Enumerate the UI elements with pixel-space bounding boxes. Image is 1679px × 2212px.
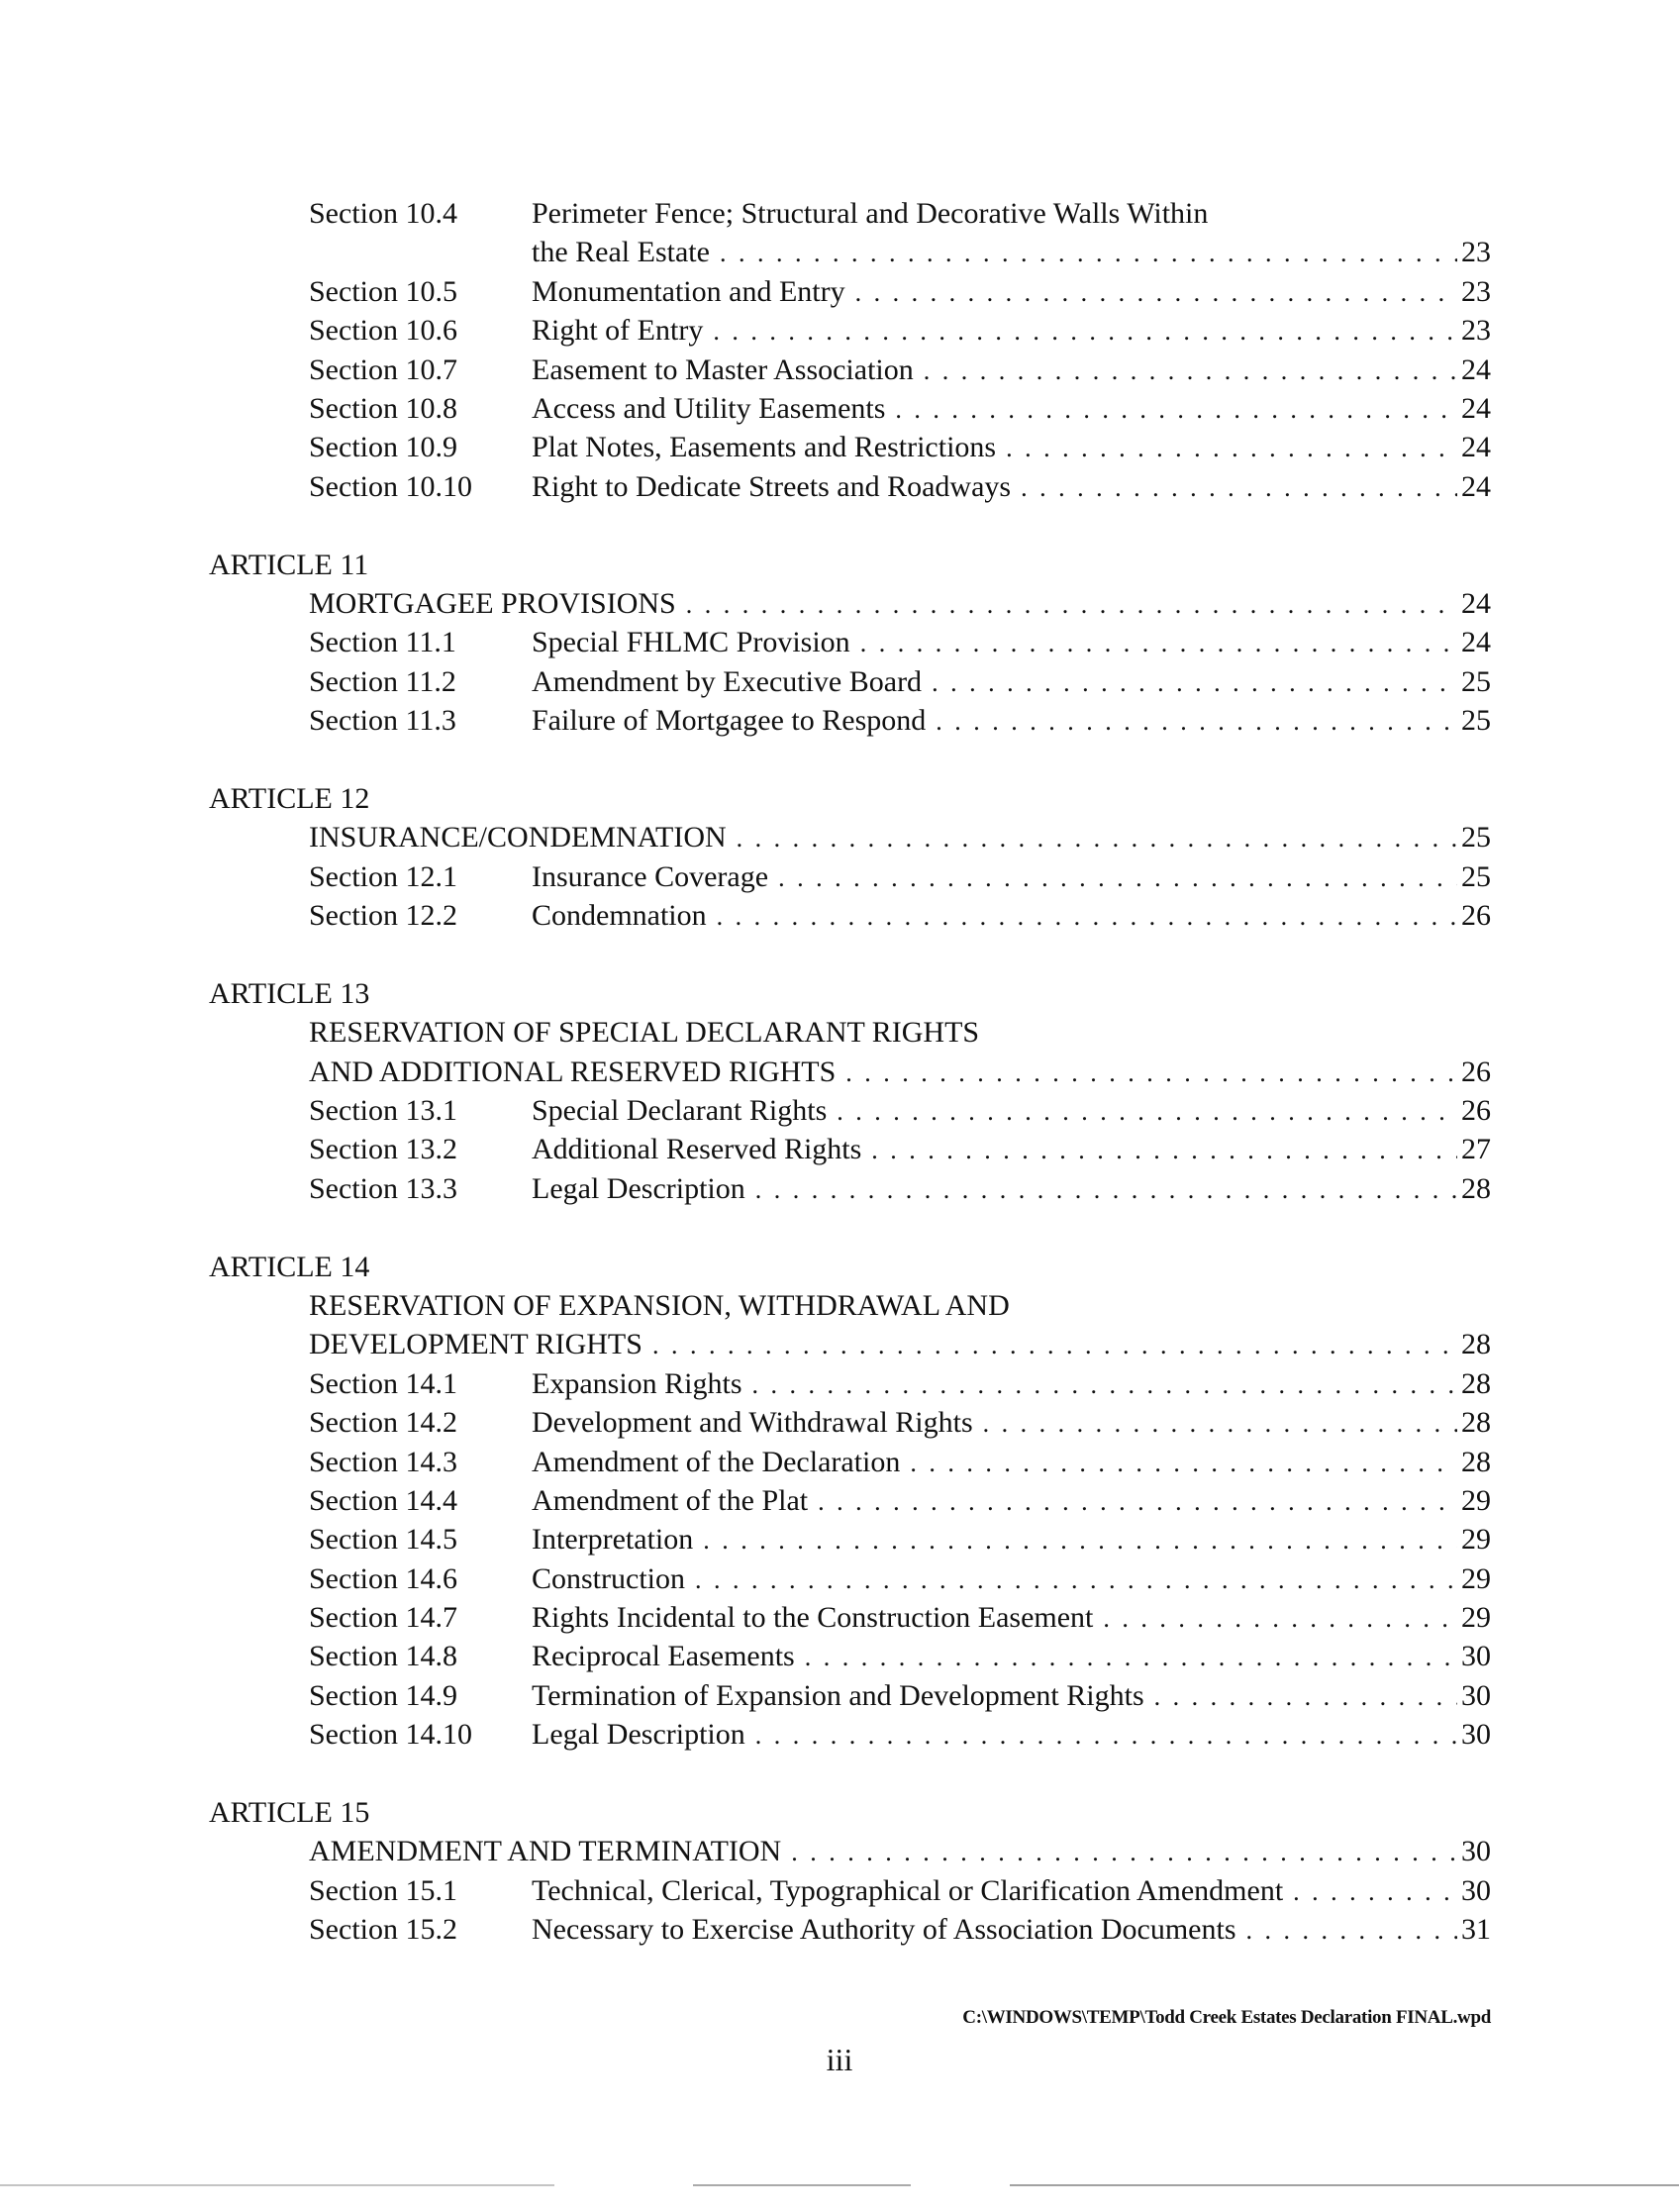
- dot-leader: [1246, 1911, 1457, 1950]
- section-title: Special FHLMC Provision: [532, 626, 850, 659]
- dot-leader: [791, 1833, 1457, 1871]
- page-ref: 30: [1461, 1678, 1491, 1712]
- section-number: Section 10.10: [309, 469, 472, 503]
- section-title: Monumentation and Entry: [532, 274, 845, 308]
- article-heading: MORTGAGEE PROVISIONS: [309, 586, 676, 620]
- dot-leader: [924, 352, 1457, 390]
- section-number: Section 11.1: [309, 626, 456, 659]
- article-label-row: [0, 974, 1679, 1013]
- toc-entry: [0, 1130, 1679, 1168]
- section-title: Legal Description: [532, 1718, 745, 1752]
- section-title: Reciprocal Easements: [532, 1640, 795, 1673]
- article-label-row: [0, 1248, 1679, 1286]
- section-number: Section 13.1: [309, 1093, 457, 1127]
- toc-entry: [0, 428, 1679, 466]
- page-ref: 23: [1461, 236, 1491, 269]
- section-number: Section 12.2: [309, 899, 457, 933]
- dot-leader: [845, 1054, 1457, 1092]
- dot-leader: [755, 1716, 1457, 1755]
- page-ref: 24: [1461, 431, 1491, 464]
- dot-leader: [686, 585, 1457, 624]
- section-title: Easement to Master Association: [532, 352, 914, 386]
- toc-entry: [0, 623, 1679, 661]
- section-number: Section 11.2: [309, 664, 456, 698]
- page-ref: 23: [1461, 274, 1491, 308]
- dot-leader: [755, 1170, 1457, 1209]
- section-number: Section 14.6: [309, 1561, 457, 1595]
- section-title: Amendment of the Plat: [532, 1483, 809, 1517]
- section-number: Section 10.7: [309, 352, 457, 386]
- section-number: Section 14.1: [309, 1366, 457, 1400]
- page-ref: 24: [1461, 352, 1491, 386]
- dot-leader: [1021, 468, 1457, 507]
- page-ref: 29: [1461, 1523, 1491, 1557]
- page-ref: 29: [1461, 1561, 1491, 1595]
- dot-leader: [860, 624, 1457, 662]
- toc-entry: [0, 1871, 1679, 1910]
- section-number: Section 14.9: [309, 1678, 457, 1712]
- section-title: Special Declarant Rights: [532, 1093, 828, 1127]
- article-heading-row: [0, 584, 1679, 623]
- page-ref: 26: [1461, 899, 1491, 933]
- section-number: Section 13.3: [309, 1171, 457, 1205]
- article-label-row: [0, 1793, 1679, 1832]
- dot-leader: [752, 1365, 1457, 1404]
- section-title: Interpretation: [532, 1523, 694, 1557]
- article-heading-line1: RESERVATION OF EXPANSION, WITHDRAWAL AND: [309, 1288, 1010, 1322]
- page-ref: 24: [1461, 626, 1491, 659]
- section-number: Section 14.10: [309, 1718, 472, 1752]
- page-ref: 25: [1461, 859, 1491, 893]
- page-ref: 26: [1461, 1093, 1491, 1127]
- page-ref: 26: [1461, 1055, 1491, 1088]
- toc-entry: [0, 1091, 1679, 1130]
- section-title: Development and Withdrawal Rights: [532, 1406, 973, 1440]
- section-number: Section 10.6: [309, 314, 457, 348]
- page-ref: 28: [1461, 1406, 1491, 1440]
- toc-entry: [0, 1364, 1679, 1403]
- dot-leader: [855, 273, 1457, 312]
- dot-leader: [717, 897, 1457, 936]
- dot-leader: [695, 1560, 1457, 1599]
- table-of-contents: [0, 194, 1679, 1950]
- page-ref: 28: [1461, 1171, 1491, 1205]
- dot-leader: [895, 390, 1457, 429]
- toc-entry: [0, 1910, 1679, 1949]
- article-heading-row: [0, 1013, 1679, 1052]
- section-number: Section 14.3: [309, 1445, 457, 1478]
- article-label: ARTICLE 15: [209, 1796, 370, 1830]
- dot-leader: [805, 1638, 1457, 1676]
- dot-leader: [1103, 1599, 1457, 1638]
- section-title: Necessary to Exercise Authority of Association Documents: [532, 1913, 1236, 1947]
- page-ref: 23: [1461, 314, 1491, 348]
- article-heading-row: [0, 1325, 1679, 1363]
- dot-leader: [932, 663, 1457, 702]
- article-heading: AMENDMENT AND TERMINATION: [309, 1835, 782, 1868]
- toc-entry: [0, 311, 1679, 350]
- article-label: ARTICLE 14: [209, 1250, 370, 1283]
- dot-leader: [1006, 429, 1457, 467]
- page-number: iii: [826, 2042, 853, 2077]
- page-ref: 30: [1461, 1640, 1491, 1673]
- dot-leader: [737, 819, 1457, 857]
- toc-entry: [0, 896, 1679, 935]
- section-title: Construction: [532, 1561, 685, 1595]
- dot-leader: [778, 858, 1457, 897]
- section-number: Section 14.4: [309, 1483, 457, 1517]
- page-ref: 24: [1461, 391, 1491, 425]
- dot-leader: [1293, 1872, 1457, 1911]
- article-heading-row: [0, 818, 1679, 856]
- article-label: ARTICLE 11: [209, 548, 369, 581]
- toc-entry: [0, 467, 1679, 506]
- page-ref: 24: [1461, 586, 1491, 620]
- article-label: ARTICLE 12: [209, 781, 370, 815]
- dot-leader: [703, 1521, 1457, 1559]
- toc-entry: [0, 701, 1679, 740]
- page-ref: 28: [1461, 1328, 1491, 1361]
- scan-artifact-line: [0, 2184, 554, 2186]
- section-number: Section 13.2: [309, 1133, 457, 1166]
- dot-leader: [818, 1482, 1457, 1521]
- section-title: Expansion Rights: [532, 1366, 742, 1400]
- page-ref: 30: [1461, 1835, 1491, 1868]
- page-ref: 24: [1461, 469, 1491, 503]
- toc-entry: [0, 1169, 1679, 1208]
- section-title: Amendment of the Declaration: [532, 1445, 901, 1478]
- section-title: Right of Entry: [532, 314, 704, 348]
- section-number: Section 10.4: [309, 197, 457, 230]
- toc-entry: [0, 1559, 1679, 1598]
- page-ref: 29: [1461, 1601, 1491, 1635]
- dot-leader: [910, 1444, 1457, 1482]
- page-ref: 28: [1461, 1445, 1491, 1478]
- file-path-footer: C:\WINDOWS\TEMP\Todd Creek Estates Declaration FINAL.wpd: [962, 2007, 1491, 2028]
- article-heading-row: [0, 1832, 1679, 1870]
- article-heading: INSURANCE/CONDEMNATION: [309, 821, 727, 855]
- section-title: Rights Incidental to the Construction Easement: [532, 1601, 1094, 1635]
- toc-entry: [0, 1520, 1679, 1558]
- dot-leader: [652, 1326, 1457, 1364]
- toc-entry: [0, 389, 1679, 428]
- article-heading-row: [0, 1286, 1679, 1325]
- dot-leader: [713, 312, 1457, 351]
- scan-artifact-line: [1010, 2184, 1679, 2186]
- section-title: Access and Utility Easements: [532, 391, 886, 425]
- toc-entry-line1: [0, 194, 1679, 233]
- toc-entry: [0, 1403, 1679, 1442]
- toc-entry: [0, 1443, 1679, 1481]
- section-number: Section 14.8: [309, 1640, 457, 1673]
- section-number: Section 15.1: [309, 1873, 457, 1907]
- section-title-line1: Perimeter Fence; Structural and Decorative Walls Within: [532, 197, 1209, 230]
- page-ref: 31: [1461, 1913, 1491, 1947]
- page-ref: 27: [1461, 1133, 1491, 1166]
- article-heading-line2: DEVELOPMENT RIGHTS: [309, 1328, 642, 1361]
- dot-leader: [1154, 1677, 1457, 1716]
- section-number: Section 10.8: [309, 391, 457, 425]
- section-number: Section 14.2: [309, 1406, 457, 1440]
- section-number: Section 11.3: [309, 704, 456, 738]
- toc-entry: [0, 272, 1679, 311]
- section-title: Right to Dedicate Streets and Roadways: [532, 469, 1012, 503]
- toc-entry: [0, 857, 1679, 896]
- section-title: Insurance Coverage: [532, 859, 769, 893]
- toc-entry: [0, 351, 1679, 389]
- dot-leader: [983, 1404, 1457, 1443]
- section-title: Technical, Clerical, Typographical or Clarification Amendment: [532, 1873, 1284, 1907]
- article-label: ARTICLE 13: [209, 976, 370, 1010]
- article-label-row: [0, 546, 1679, 584]
- section-number: Section 12.1: [309, 859, 457, 893]
- page-ref: 30: [1461, 1873, 1491, 1907]
- section-title: Plat Notes, Easements and Restrictions: [532, 431, 997, 464]
- section-number: Section 10.9: [309, 431, 457, 464]
- dot-leader: [871, 1131, 1457, 1169]
- section-title: Amendment by Executive Board: [532, 664, 923, 698]
- toc-entry: [0, 233, 1679, 271]
- section-title: Additional Reserved Rights: [532, 1133, 862, 1166]
- toc-entry: [0, 1598, 1679, 1637]
- section-number: Section 10.5: [309, 274, 457, 308]
- page-ref: 29: [1461, 1483, 1491, 1517]
- page-ref: 28: [1461, 1366, 1491, 1400]
- dot-leader: [936, 702, 1457, 741]
- toc-entry: [0, 1676, 1679, 1715]
- dot-leader: [837, 1092, 1457, 1131]
- page-ref: 25: [1461, 664, 1491, 698]
- page-ref: 30: [1461, 1718, 1491, 1752]
- toc-entry: [0, 662, 1679, 701]
- section-title: Failure of Mortgagee to Respond: [532, 704, 927, 738]
- dot-leader: [720, 234, 1457, 272]
- toc-entry: [0, 1481, 1679, 1520]
- article-heading-line2: AND ADDITIONAL RESERVED RIGHTS: [309, 1055, 837, 1088]
- section-number: Section 14.7: [309, 1601, 457, 1635]
- section-number: Section 14.5: [309, 1523, 457, 1557]
- section-title: the Real Estate: [532, 236, 710, 269]
- section-title: Condemnation: [532, 899, 707, 933]
- article-heading-row: [0, 1053, 1679, 1091]
- toc-entry: [0, 1715, 1679, 1754]
- article-label-row: [0, 779, 1679, 818]
- scan-artifact-line: [693, 2184, 911, 2186]
- page-ref: 25: [1461, 821, 1491, 855]
- section-title: Legal Description: [532, 1171, 745, 1205]
- toc-entry: [0, 1637, 1679, 1675]
- section-number: Section 15.2: [309, 1913, 457, 1947]
- article-heading-line1: RESERVATION OF SPECIAL DECLARANT RIGHTS: [309, 1016, 980, 1050]
- section-title: Termination of Expansion and Development Rights: [532, 1678, 1144, 1712]
- page-ref: 25: [1461, 704, 1491, 738]
